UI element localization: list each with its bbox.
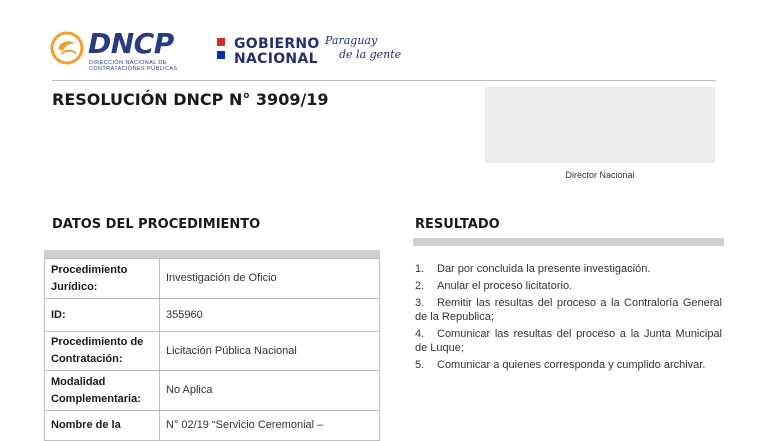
paraguay-de-la-gente-logo: Paraguay de la gente (325, 34, 402, 61)
resultado-list (415, 262, 722, 375)
list-item: 3. Remitir las resultas del proceso a la Contraloría General de la Republica; (415, 297, 722, 323)
row-label: Modalidad Complementaria: (45, 371, 160, 411)
dncp-logo-subtitle: DIRECCIÓN NACIONAL DE CONTRATACIONES PÚBLICAS (89, 60, 178, 72)
table-row (45, 299, 380, 332)
row-value: Investigación de Oficio (160, 259, 380, 299)
row-label: Nombre de la (45, 411, 160, 441)
list-item: 1. Dar por concluida la presente investigación. (415, 263, 651, 275)
header-divider (52, 80, 716, 81)
datos-heading: DATOS DEL PROCEDIMIENTO (52, 217, 261, 232)
signature-placeholder (485, 87, 715, 163)
row-value: No Aplica (160, 371, 380, 411)
table-row (45, 259, 380, 299)
datos-section-bar (44, 250, 380, 258)
row-value: 355960 (160, 299, 380, 332)
list-item: 2. Anular el proceso licitatorio. (415, 280, 573, 292)
resolution-title: RESOLUCIÓN DNCP N° 3909/19 (52, 90, 329, 109)
table-row (45, 371, 380, 411)
list-item: 4. Comunicar las resultas del proceso a la Junta Municipal de Luque; (415, 328, 722, 354)
dncp-logo-text: DNCP (88, 27, 174, 60)
table-row (45, 411, 380, 441)
signature-caption: Director Nacional (565, 170, 635, 180)
row-value: N° 02/19 “Servicio Ceremonial – (160, 411, 380, 441)
row-value: Licitación Pública Nacional (160, 332, 380, 371)
gobierno-nacional-logo: GOBIERNO NACIONAL (234, 36, 320, 67)
table-row (45, 332, 380, 371)
dncp-logo-icon (50, 30, 84, 66)
list-item: 5. Comunicar a quienes corresponda y cumplido archivar. (415, 359, 706, 371)
resultado-heading: RESULTADO (415, 217, 500, 232)
row-label: ID: (45, 299, 160, 332)
row-label: Procedimiento de Contratación: (45, 332, 160, 371)
resultado-section-bar (413, 238, 724, 246)
row-label: Procedimiento Jurídico: (45, 259, 160, 299)
flag-icon (217, 38, 225, 64)
procedure-table (44, 258, 380, 441)
